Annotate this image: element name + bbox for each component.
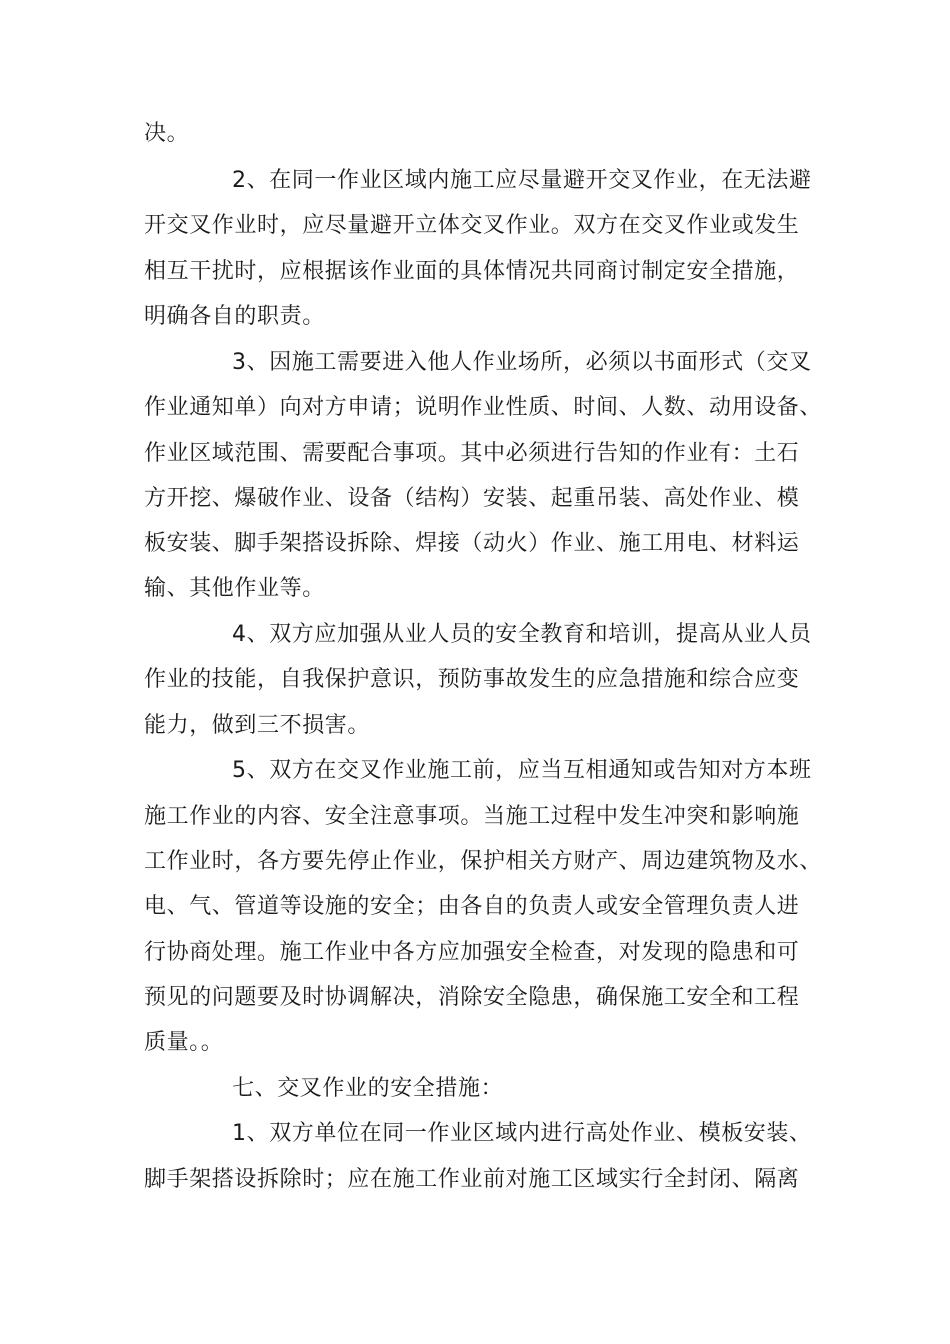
text-line: 作业的技能，自我保护意识，预防事故发生的应急措施和综合应变 [144, 667, 800, 692]
text-line: 作业区域范围、需要配合事项。其中必须进行告知的作业有：土石 [144, 441, 800, 466]
text-line: 脚手架搭设拆除时；应在施工作业前对施工区域实行全封闭、隔离 [144, 1167, 800, 1192]
text-line: 行协商处理。施工作业中各方应加强安全检查，对发现的隐患和可 [144, 940, 800, 965]
paragraph-4-first-line: 4、双方应加强从业人员的安全教育和培训，提高从业人员 [232, 622, 812, 647]
text-line: 明确各自的职责。 [144, 304, 325, 329]
paragraph-2-first-line: 2、在同一作业区域内施工应尽量避开交叉作业，在无法避 [232, 168, 812, 193]
text-line: 预见的问题要及时协调解决，消除安全隐患，确保施工安全和工程 [144, 985, 800, 1010]
paragraph-5-first-line: 5、双方在交叉作业施工前，应当互相通知或告知对方本班 [232, 758, 812, 783]
text-line: 质量。。 [144, 1030, 224, 1055]
text-line: 板安装、脚手架搭设拆除、焊接（动火）作业、施工用电、材料运 [144, 531, 800, 556]
text-line: 决。 [144, 121, 190, 146]
section-7-heading: 七、交叉作业的安全措施： [232, 1076, 504, 1101]
paragraph-3-first-line: 3、因施工需要进入他人作业场所，必须以书面形式（交叉 [232, 350, 812, 375]
text-line: 能力，做到三不损害。 [144, 713, 371, 738]
text-line: 输、其他作业等。 [144, 576, 325, 601]
text-line: 相互干扰时，应根据该作业面的具体情况共同商讨制定安全措施， [144, 259, 800, 284]
text-line: 施工作业的内容、安全注意事项。当施工过程中发生冲突和影响施 [144, 804, 800, 829]
text-line: 作业通知单）向对方申请；说明作业性质、时间、人数、动用设备、 [144, 395, 823, 420]
text-line: 开交叉作业时，应尽量避开立体交叉作业。双方在交叉作业或发生 [144, 213, 800, 238]
text-line: 电、气、管道等设施的安全；由各自的负责人或安全管理负责人进 [144, 894, 800, 919]
text-line: 工作业时，各方要先停止作业，保护相关方财产、周边建筑物及水、 [144, 849, 823, 874]
measure-1-first-line: 1、双方单位在同一作业区域内进行高处作业、模板安装、 [232, 1121, 812, 1146]
text-line: 方开挖、爆破作业、设备（结构）安装、起重吊装、高处作业、模 [144, 486, 800, 511]
